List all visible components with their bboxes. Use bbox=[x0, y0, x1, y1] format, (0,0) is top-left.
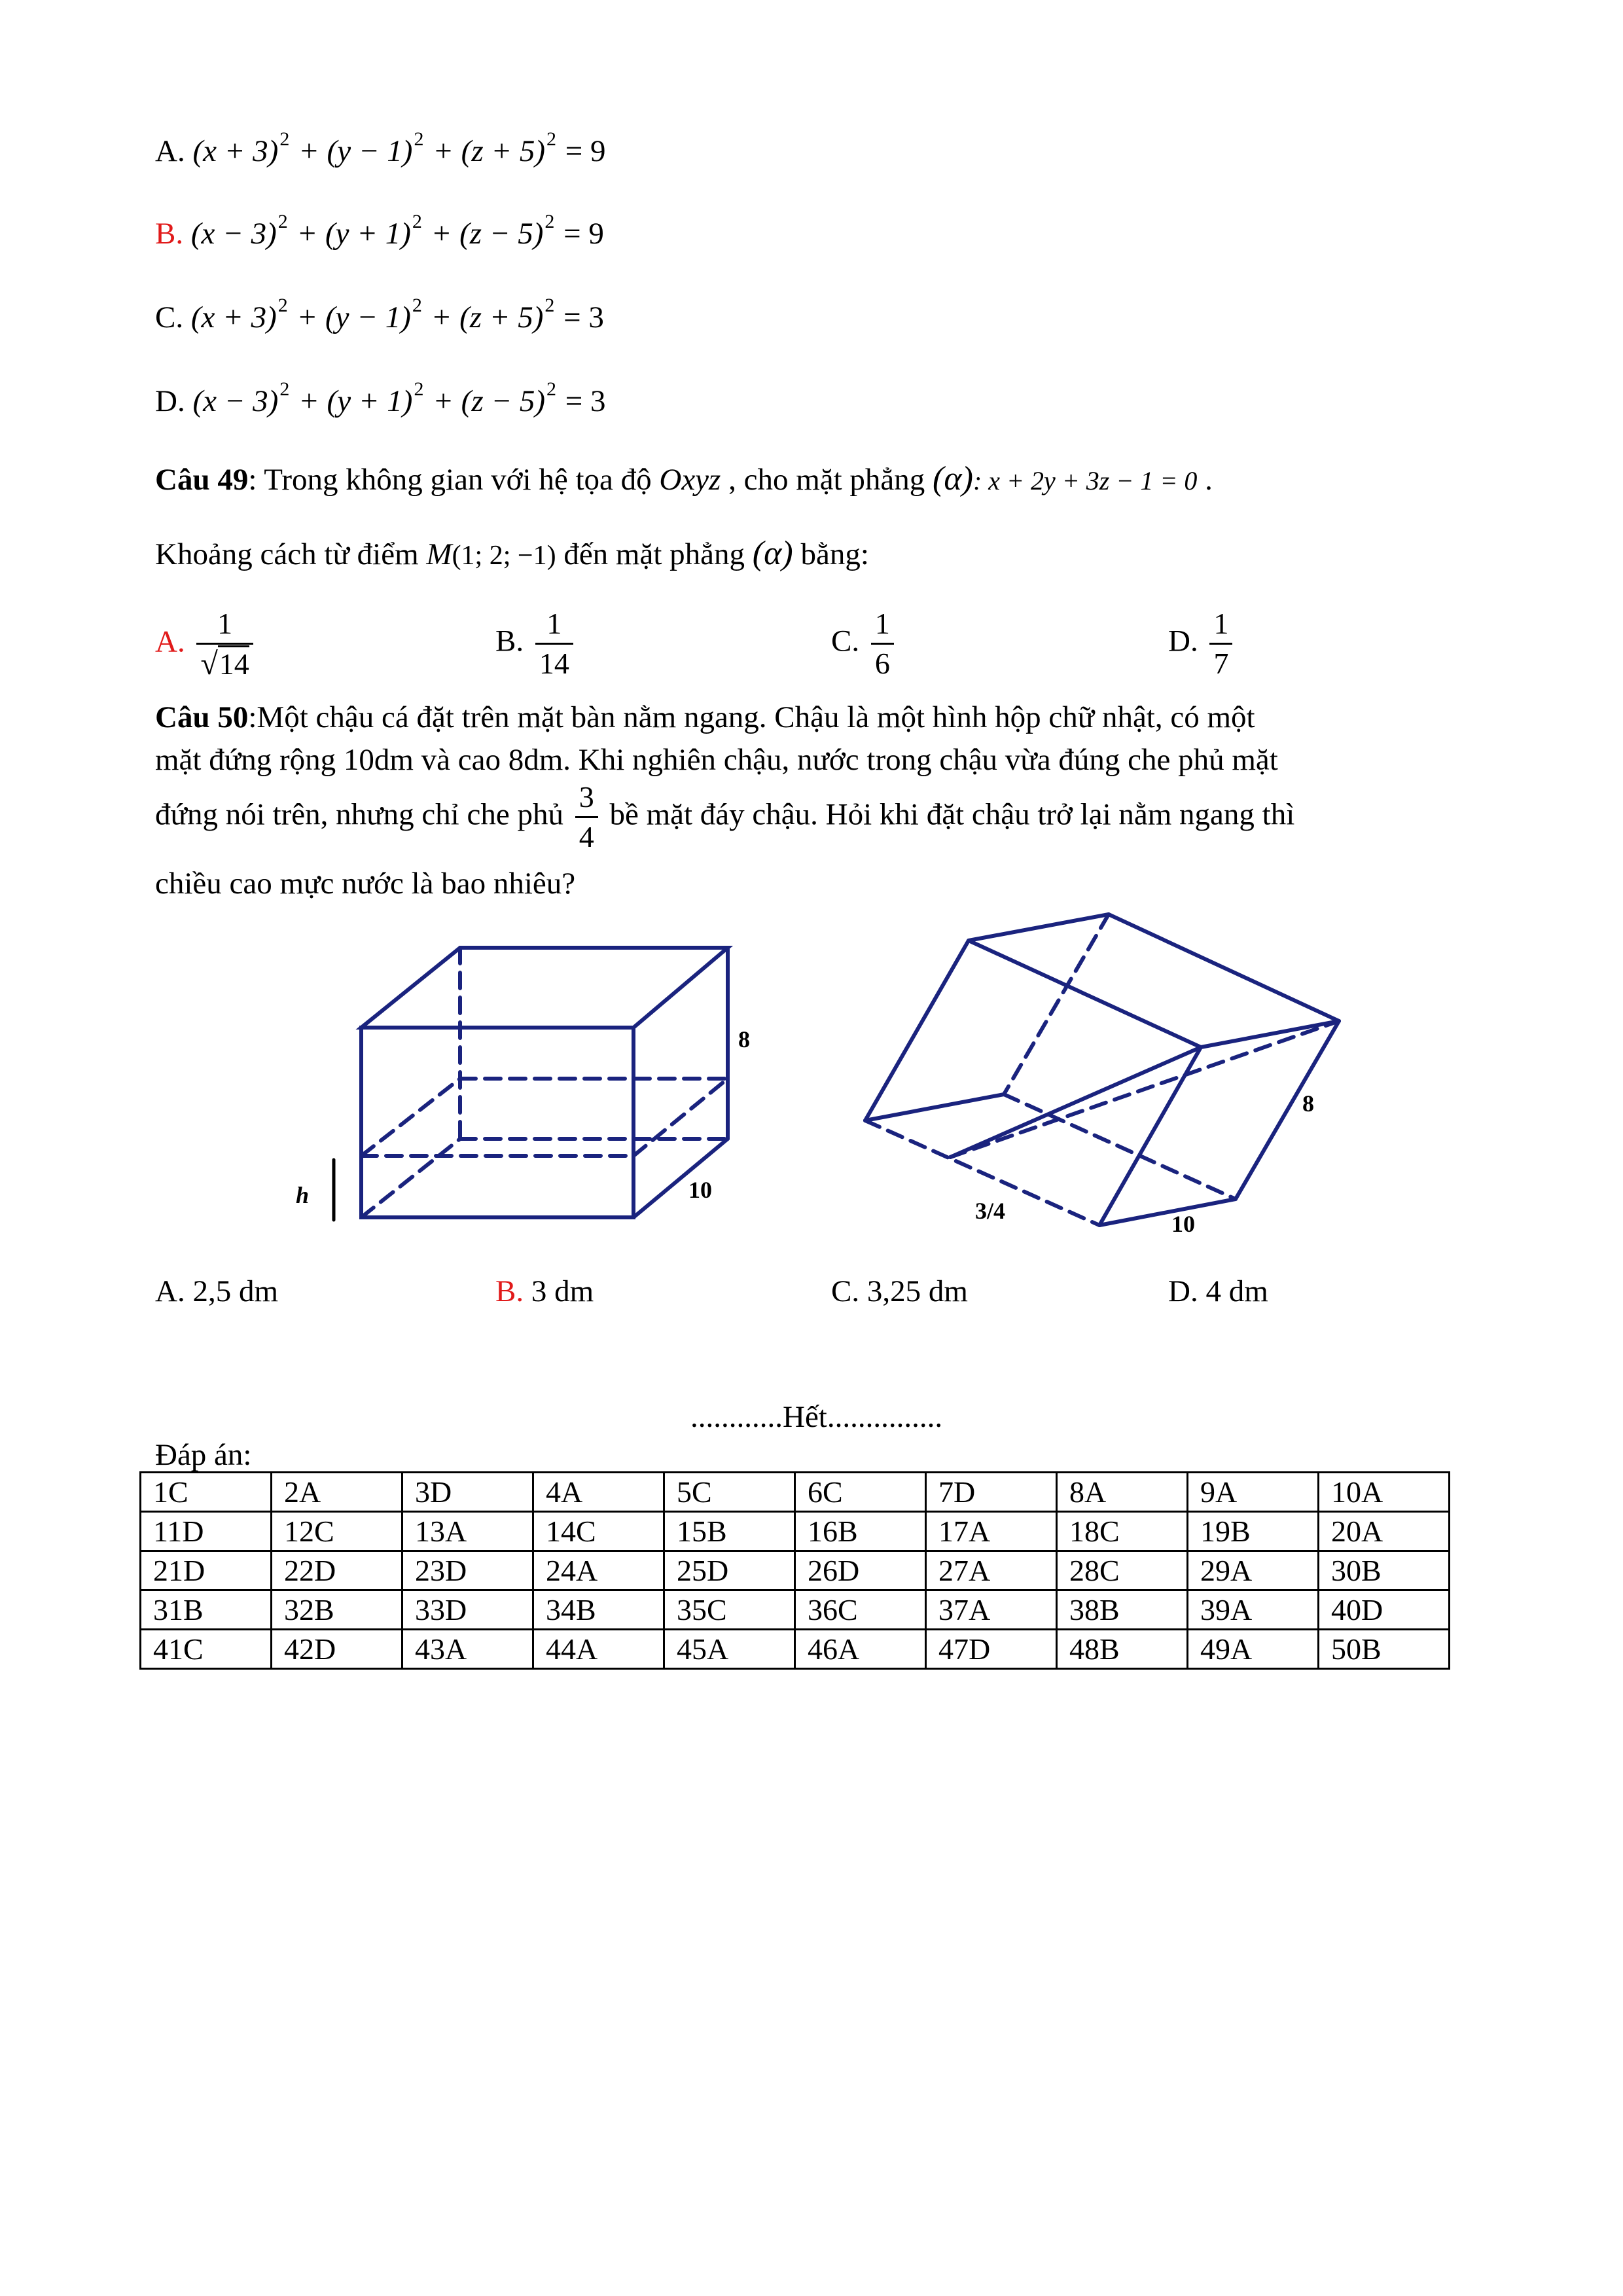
q49-text: : Trong không gian với hệ tọa độ bbox=[248, 463, 660, 497]
q50-line4 bbox=[155, 869, 575, 899]
figure-upright-box bbox=[288, 929, 750, 1257]
exponent: 2 bbox=[277, 211, 288, 232]
answer-cell: 34B bbox=[533, 1590, 664, 1630]
answer-cell: 11D bbox=[141, 1512, 272, 1551]
answer-cell: 31B bbox=[141, 1590, 272, 1630]
q50-option-a bbox=[155, 1276, 278, 1307]
answer-cell: 2A bbox=[272, 1473, 402, 1512]
answer-cell: 13A bbox=[402, 1512, 533, 1551]
table-row bbox=[141, 1473, 1450, 1512]
exponent: 2 bbox=[544, 211, 555, 232]
q49-option-a-letter: A. bbox=[155, 624, 185, 659]
denominator: 6 bbox=[871, 643, 894, 679]
label-width: 10 bbox=[688, 1177, 712, 1203]
fraction bbox=[871, 609, 894, 679]
q50-option-b-letter: B. bbox=[495, 1274, 524, 1308]
answer-cell: 47D bbox=[926, 1630, 1057, 1669]
q48-option-c bbox=[155, 295, 604, 334]
q49-option-b-letter: B. bbox=[495, 624, 524, 658]
answer-cell: 40D bbox=[1319, 1590, 1450, 1630]
answer-cell: 41C bbox=[141, 1630, 272, 1669]
answer-cell: 4A bbox=[533, 1473, 664, 1512]
q49-option-d bbox=[1168, 609, 1236, 679]
exponent: 2 bbox=[544, 295, 555, 316]
q50-option-a-text: 2,5 dm bbox=[185, 1274, 279, 1308]
q48-option-d-letter: D. bbox=[155, 384, 185, 418]
q49-oxyz: Oxyz bbox=[659, 463, 721, 497]
numerator: 1 bbox=[1213, 607, 1229, 640]
answer-cell: 5C bbox=[664, 1473, 795, 1512]
fraction bbox=[535, 609, 573, 679]
expr-part: + (y − 1) bbox=[289, 300, 411, 334]
top-face bbox=[361, 948, 728, 1028]
q48-option-b bbox=[155, 211, 604, 251]
expr-part: = 3 bbox=[557, 384, 606, 418]
q49-text: bằng: bbox=[793, 537, 869, 571]
expr-part: (x − 3) bbox=[192, 384, 279, 418]
bottom-front-edge bbox=[1099, 1199, 1236, 1225]
exponent: 2 bbox=[412, 211, 422, 232]
water-left-line bbox=[361, 1079, 460, 1156]
numerator: 1 bbox=[217, 607, 233, 640]
expr-part: + (z + 5) bbox=[425, 134, 545, 168]
q49-line2 bbox=[155, 537, 869, 571]
answer-cell: 1C bbox=[141, 1473, 272, 1512]
fraction bbox=[196, 609, 253, 680]
q48-option-a bbox=[155, 128, 606, 168]
answer-cell: 50B bbox=[1319, 1630, 1450, 1669]
q49-text: đến mặt phẳng bbox=[556, 537, 753, 571]
q49-option-b bbox=[495, 609, 577, 679]
answer-cell: 39A bbox=[1188, 1590, 1319, 1630]
q49-plane-name: (α) bbox=[933, 460, 973, 497]
end-marker: ............Hết............... bbox=[690, 1400, 943, 1434]
hidden-left-edge bbox=[361, 1139, 460, 1217]
answer-cell: 42D bbox=[272, 1630, 402, 1669]
answer-cell: 12C bbox=[272, 1512, 402, 1551]
expr-part: (x + 3) bbox=[190, 300, 277, 334]
table-row bbox=[141, 1590, 1450, 1630]
q50-text: chiều cao mực nước là bao nhiêu? bbox=[155, 867, 576, 901]
q50-line1 bbox=[155, 702, 1255, 733]
expr-part: + (z − 5) bbox=[423, 217, 544, 251]
denominator: 7 bbox=[1209, 643, 1232, 679]
q49-point-coords: (1; 2; −1) bbox=[452, 541, 556, 571]
answer-cell: 15B bbox=[664, 1512, 795, 1551]
q50-option-b bbox=[495, 1276, 594, 1307]
q50-label: Câu 50 bbox=[155, 700, 249, 734]
answer-cell: 48B bbox=[1057, 1630, 1188, 1669]
numerator: 3 bbox=[579, 780, 594, 814]
answer-cell: 45A bbox=[664, 1630, 795, 1669]
answer-cell: 14C bbox=[533, 1512, 664, 1551]
answer-cell: 46A bbox=[795, 1630, 926, 1669]
answer-cell: 7D bbox=[926, 1473, 1057, 1512]
q49-line1 bbox=[155, 462, 1213, 496]
table-row bbox=[141, 1512, 1450, 1551]
q50-option-b-text: 3 dm bbox=[524, 1274, 594, 1308]
answer-cell: 21D bbox=[141, 1551, 272, 1590]
q50-text: mặt đứng rộng 10dm và cao 8dm. Khi nghiên chậu, nước trong chậu vừa đúng che phủ mặt bbox=[155, 743, 1278, 777]
q50-option-d-letter: D. bbox=[1168, 1274, 1198, 1308]
q48-option-a-letter: A. bbox=[155, 134, 185, 168]
q49-text: . bbox=[1197, 463, 1213, 497]
water-surface-front bbox=[950, 1047, 1201, 1157]
fraction bbox=[575, 782, 598, 852]
exponent: 2 bbox=[279, 128, 290, 150]
answer-cell: 37A bbox=[926, 1590, 1057, 1630]
q50-line2 bbox=[155, 745, 1278, 776]
q49-text: , cho mặt phẳng bbox=[721, 463, 933, 497]
q49-plane-equation: : x + 2y + 3z − 1 = 0 bbox=[972, 466, 1198, 495]
answer-cell: 44A bbox=[533, 1630, 664, 1669]
answer-cell: 29A bbox=[1188, 1551, 1319, 1590]
answer-cell: 25D bbox=[664, 1551, 795, 1590]
numerator: 1 bbox=[874, 607, 890, 640]
hidden-back-edge bbox=[1004, 914, 1109, 1094]
answer-cell: 22D bbox=[272, 1551, 402, 1590]
q50-text: :Một chậu cá đặt trên mặt bàn nằm ngang. Chậu là một hình hộp chữ nhật, có một bbox=[248, 700, 1255, 734]
answer-cell: 23D bbox=[402, 1551, 533, 1590]
q49-text: Khoảng cách từ điểm bbox=[155, 537, 427, 571]
exponent: 2 bbox=[412, 295, 422, 316]
answer-cell: 6C bbox=[795, 1473, 926, 1512]
answer-table bbox=[139, 1471, 1450, 1670]
bottom-left-edge bbox=[865, 1094, 1004, 1121]
hidden-bottom-edge bbox=[1004, 1094, 1236, 1199]
q50-option-d-text: 4 dm bbox=[1198, 1274, 1268, 1308]
expr-part: + (y − 1) bbox=[291, 134, 413, 168]
exponent: 2 bbox=[414, 128, 424, 150]
sqrt-icon: √ bbox=[200, 647, 218, 681]
fraction bbox=[1209, 609, 1232, 679]
answer-table-body bbox=[141, 1473, 1450, 1669]
answer-cell: 49A bbox=[1188, 1630, 1319, 1669]
label-ratio: 3/4 bbox=[975, 1198, 1006, 1224]
label-h: h bbox=[296, 1182, 310, 1208]
answer-cell: 43A bbox=[402, 1630, 533, 1669]
q50-text: bề mặt đáy chậu. Hỏi khi đặt chậu trở lại nằm ngang thì bbox=[601, 797, 1295, 832]
answer-cell: 27A bbox=[926, 1551, 1057, 1590]
answer-cell: 26D bbox=[795, 1551, 926, 1590]
table-row bbox=[141, 1551, 1450, 1590]
q48-option-c-letter: C. bbox=[155, 300, 184, 334]
table-row bbox=[141, 1630, 1450, 1669]
q49-point: M bbox=[426, 537, 452, 571]
answer-cell: 19B bbox=[1188, 1512, 1319, 1551]
expr-part: + (y + 1) bbox=[289, 217, 411, 251]
label-width: 10 bbox=[1171, 1211, 1195, 1237]
expr-part: = 3 bbox=[556, 300, 604, 334]
answer-cell: 32B bbox=[272, 1590, 402, 1630]
denominator: 14 bbox=[535, 643, 573, 679]
expr-part: (x − 3) bbox=[190, 217, 277, 251]
q49-label: Câu 49 bbox=[155, 463, 249, 497]
answer-cell: 18C bbox=[1057, 1512, 1188, 1551]
answer-cell: 33D bbox=[402, 1590, 533, 1630]
q49-option-d-letter: D. bbox=[1168, 624, 1198, 658]
answer-cell: 9A bbox=[1188, 1473, 1319, 1512]
answers-title: Đáp án: bbox=[155, 1438, 252, 1472]
radicand: 14 bbox=[218, 645, 249, 681]
front-left-edge bbox=[865, 941, 969, 1121]
top-face bbox=[969, 914, 1339, 1047]
exponent: 2 bbox=[277, 295, 288, 316]
expr-part: + (y + 1) bbox=[291, 384, 413, 418]
answer-cell: 17A bbox=[926, 1512, 1057, 1551]
answer-cell: 38B bbox=[1057, 1590, 1188, 1630]
expr-part: + (z + 5) bbox=[423, 300, 544, 334]
figure-tilted-box bbox=[844, 897, 1368, 1263]
answer-cell: 28C bbox=[1057, 1551, 1188, 1590]
answer-cell: 36C bbox=[795, 1590, 926, 1630]
label-height: 8 bbox=[738, 1026, 750, 1052]
q50-line3 bbox=[155, 782, 1294, 852]
label-height: 8 bbox=[1302, 1090, 1314, 1117]
q50-option-a-letter: A. bbox=[155, 1274, 185, 1308]
q49-plane-name: (α) bbox=[752, 535, 793, 572]
q49-option-a bbox=[155, 609, 257, 680]
q49-option-c bbox=[831, 609, 898, 679]
q50-option-c-text: 3,25 dm bbox=[859, 1274, 968, 1308]
q48-option-d bbox=[155, 378, 606, 418]
q50-text: đứng nói trên, nhưng chỉ che phủ bbox=[155, 797, 571, 832]
exponent: 2 bbox=[279, 378, 290, 400]
denominator: 4 bbox=[575, 816, 598, 852]
exponent: 2 bbox=[546, 378, 556, 400]
numerator: 1 bbox=[546, 607, 562, 640]
answer-cell: 16B bbox=[795, 1512, 926, 1551]
q48-option-b-letter: B. bbox=[155, 217, 184, 251]
back-right-edge bbox=[1236, 1021, 1339, 1199]
answer-cell: 8A bbox=[1057, 1473, 1188, 1512]
exponent: 2 bbox=[546, 128, 556, 150]
answer-cell: 3D bbox=[402, 1473, 533, 1512]
water-right-line bbox=[633, 1079, 728, 1156]
expr-part: + (z − 5) bbox=[425, 384, 545, 418]
answer-cell: 24A bbox=[533, 1551, 664, 1590]
q50-option-c-letter: C. bbox=[831, 1274, 860, 1308]
q50-option-d bbox=[1168, 1276, 1268, 1307]
answer-cell: 10A bbox=[1319, 1473, 1450, 1512]
expr-part: (x + 3) bbox=[192, 134, 279, 168]
expr-part: = 9 bbox=[557, 134, 606, 168]
q49-option-c-letter: C. bbox=[831, 624, 860, 658]
expr-part: = 9 bbox=[556, 217, 604, 251]
answer-cell: 30B bbox=[1319, 1551, 1450, 1590]
q50-option-c bbox=[831, 1276, 968, 1307]
exponent: 2 bbox=[414, 378, 424, 400]
denominator bbox=[196, 643, 253, 680]
right-bottom-edge bbox=[633, 1139, 728, 1217]
answer-cell: 20A bbox=[1319, 1512, 1450, 1551]
answer-cell: 35C bbox=[664, 1590, 795, 1630]
